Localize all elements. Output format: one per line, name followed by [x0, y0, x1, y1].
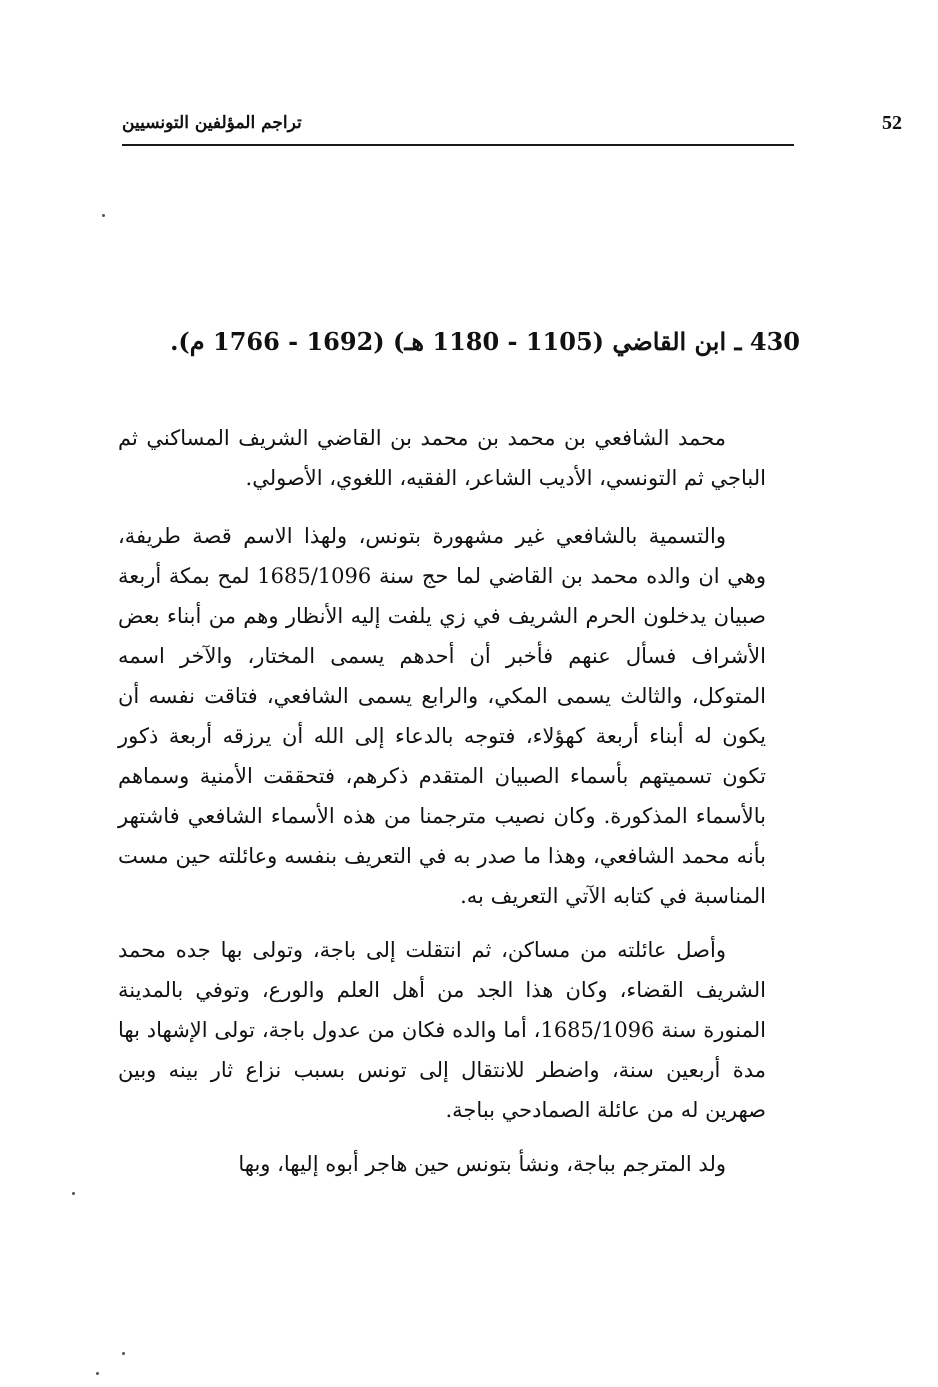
paragraph-naming-story: والتسمية بالشافعي غير مشهورة بتونس، ولهذا الاسم قصة طريفة، وهي ان والده محمد بن القاضي لما حج سنة 1685/1096 لمح بمكة أربعة صبيان يدخلون الحرم الشريف في زي يلفت إليه الأنظار وهم من أبناء بعض الأشراف فسأل عنهم فأخبر أن أحدهم يسمى المختار، والآخر اسمه المتوكل، والثالث يسمى المكي، والرابع يسمى الشافعي، فتاقت نفسه أن يكون له أبناء أربعة كهؤلاء، فتوجه بالدعاء إلى الله أن يرزقه أربعة ذكور تكون تسميتهم بأسماء الصبيان المتقدم ذكرهم، فتحققت الأمنية وسماهم بالأسماء المذكورة. وكان نصيب مترجمنا من هذه الأسماء الشافعي فاشتهر بأنه محمد الشافعي، وهذا ما صدر به في التعريف بنفسه وعائلته حين مست المناسبة في كتابه الآتي التعريف به. [118, 524, 766, 908]
running-title: تراجم المؤلفين التونسيين [122, 113, 302, 133]
paragraph-birth: ولد المترجم بباجة، ونشأ بتونس حين هاجر أبوه إليها، وبها [238, 1152, 726, 1176]
body-text [118, 418, 766, 1198]
scan-speck [96, 1372, 99, 1375]
page-number: 52 [882, 112, 902, 134]
page-header [122, 108, 902, 146]
entry-title: 430 ـ ابن القاضي (1105 - 1180 هـ) (1692 - 1766 م). [170, 327, 800, 356]
scan-speck [102, 214, 105, 217]
scan-speck [72, 1192, 75, 1195]
scan-speck [122, 1352, 125, 1355]
paragraph-name-lineage: محمد الشافعي بن محمد بن محمد بن القاضي الشريف المساكني ثم الباجي ثم التونسي، الأديب الشاعر، الفقيه، اللغوي، الأصولي. [118, 426, 766, 490]
paragraph-family-origin: وأصل عائلته من مساكن، ثم انتقلت إلى باجة، وتولى بها جده محمد الشريف القضاء، وكان هذا الجد من أهل العلم والورع، وتوفي بالمدينة المنورة سنة 1685/1096، أما والده فكان من عدول باجة، تولى الإشهاد بها مدة أربعين سنة، واضطر للانتقال إلى تونس بسبب نزاع ثار بينه وبين صهرين له من عائلة الصمادحي بباجة. [118, 938, 766, 1122]
